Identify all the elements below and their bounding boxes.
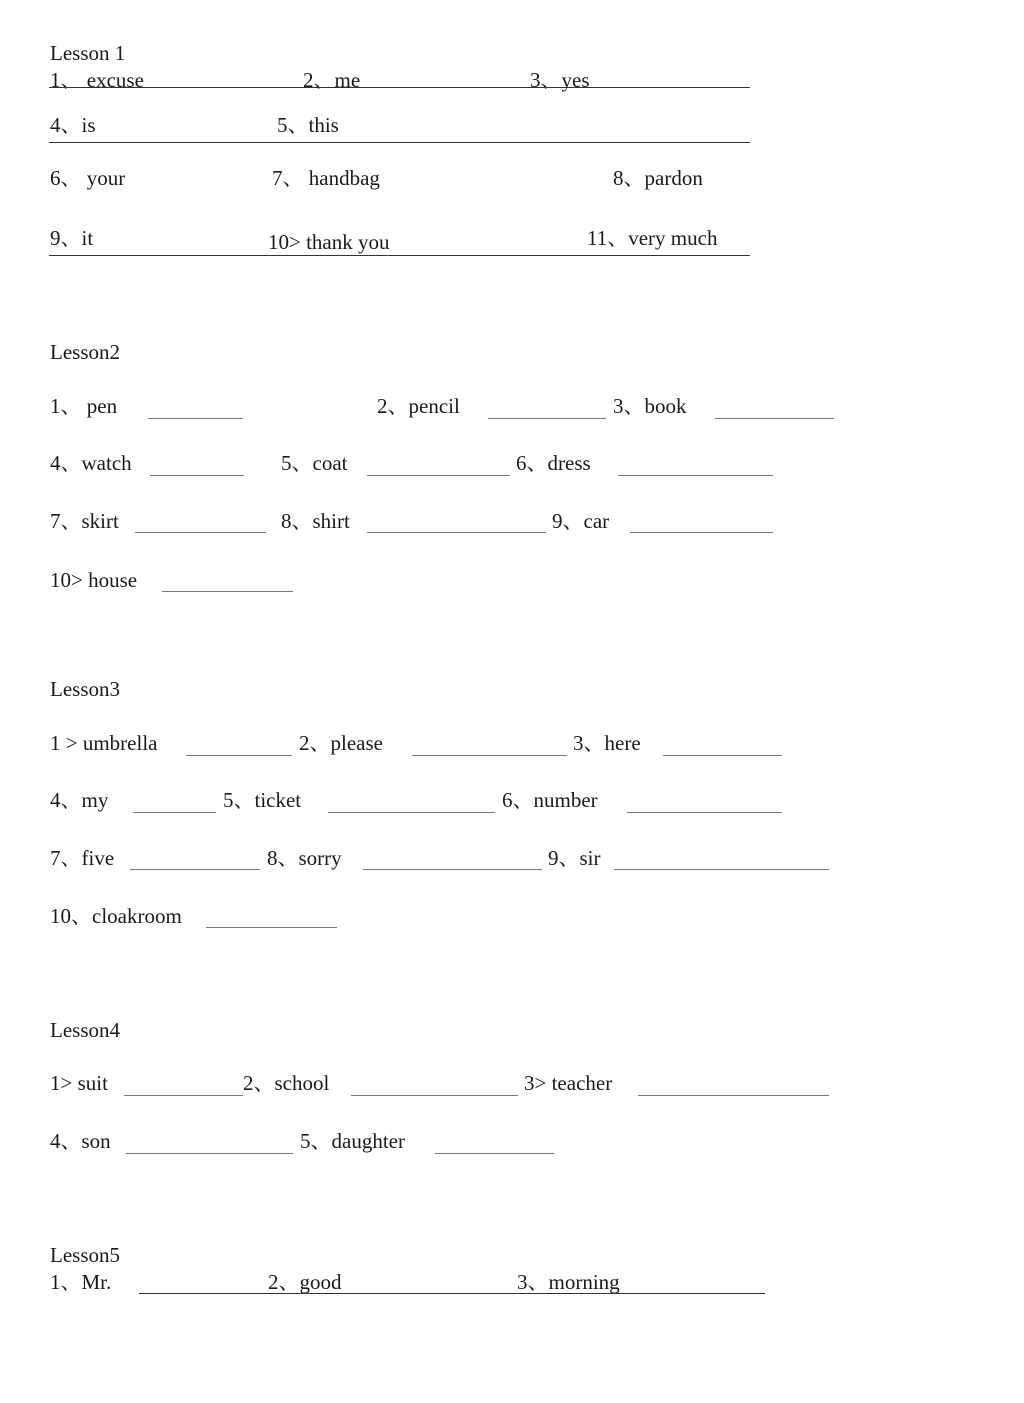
vocab-item: 10> thank you — [268, 230, 390, 254]
answer-line — [49, 142, 750, 143]
vocab-item: 9、sir — [548, 846, 601, 870]
answer-line — [328, 812, 495, 813]
vocab-item: 5、coat — [281, 451, 348, 475]
vocab-item: 1 > umbrella — [50, 731, 158, 755]
vocab-item: 5、daughter — [300, 1129, 405, 1153]
vocab-item: 8、sorry — [267, 846, 342, 870]
vocab-item: 3、book — [613, 394, 687, 418]
vocab-item: 10> house — [50, 568, 138, 592]
answer-line — [148, 418, 243, 419]
answer-line — [435, 1153, 554, 1154]
answer-line — [367, 532, 546, 533]
vocab-item: 2、pencil — [377, 394, 460, 418]
vocab-item: 8、pardon — [613, 166, 703, 190]
answer-line — [663, 755, 782, 756]
answer-line — [351, 1095, 518, 1096]
answer-line — [126, 1153, 293, 1154]
vocab-item: 1、 pen — [50, 394, 118, 418]
answer-line — [618, 475, 773, 476]
lesson-5-title: Lesson5 — [50, 1243, 120, 1267]
answer-line — [363, 869, 542, 870]
vocab-item: 9、it — [50, 226, 94, 250]
vocab-item: 8、shirt — [281, 509, 350, 533]
answer-line — [367, 475, 510, 476]
vocab-item: 4、is — [50, 113, 96, 137]
lesson-1-title: Lesson 1 — [50, 41, 126, 65]
answer-line — [638, 1095, 829, 1096]
vocab-item: 7、skirt — [50, 509, 119, 533]
vocab-item: 3、here — [573, 731, 641, 755]
answer-line — [627, 812, 782, 813]
vocab-item: 2、good — [268, 1270, 342, 1294]
vocab-item: 5、ticket — [223, 788, 302, 812]
vocab-item: 3> teacher — [524, 1071, 613, 1095]
vocab-item: 1、Mr. — [50, 1270, 112, 1294]
answer-line — [206, 927, 337, 928]
vocab-item: 7、 handbag — [272, 166, 380, 190]
vocab-item: 6、number — [502, 788, 598, 812]
answer-line — [49, 255, 750, 256]
vocab-item: 5、this — [277, 113, 339, 137]
vocab-item: 2、please — [299, 731, 383, 755]
answer-line — [139, 1293, 765, 1294]
vocab-item: 3、morning — [517, 1270, 620, 1294]
vocab-item: 6、dress — [516, 451, 591, 475]
vocab-item: 4、watch — [50, 451, 132, 475]
vocab-item: 1> suit — [50, 1071, 108, 1095]
answer-line — [150, 475, 244, 476]
vocab-item: 10、cloakroom — [50, 904, 182, 928]
vocab-item: 2、me — [303, 68, 361, 92]
vocab-item: 7、five — [50, 846, 115, 870]
lesson-2-title: Lesson2 — [50, 340, 120, 364]
answer-line — [133, 812, 216, 813]
answer-line — [488, 418, 606, 419]
answer-line — [715, 418, 834, 419]
answer-line — [130, 869, 260, 870]
vocab-item: 3、yes — [530, 68, 590, 92]
vocab-item: 1、 excuse — [50, 68, 144, 92]
vocab-item: 4、son — [50, 1129, 111, 1153]
vocab-item: 6、 your — [50, 166, 126, 190]
lesson-3-title: Lesson3 — [50, 677, 120, 701]
answer-line — [162, 591, 293, 592]
answer-line — [49, 87, 750, 88]
answer-line — [124, 1095, 243, 1096]
answer-line — [630, 532, 773, 533]
lesson-4-title: Lesson4 — [50, 1018, 120, 1042]
answer-line — [614, 869, 829, 870]
answer-line — [186, 755, 292, 756]
vocab-item: 11、very much — [587, 226, 718, 250]
answer-line — [135, 532, 266, 533]
vocab-item: 2、school — [243, 1071, 330, 1095]
vocab-item: 4、my — [50, 788, 109, 812]
vocab-item: 9、car — [552, 509, 610, 533]
answer-line — [412, 755, 567, 756]
